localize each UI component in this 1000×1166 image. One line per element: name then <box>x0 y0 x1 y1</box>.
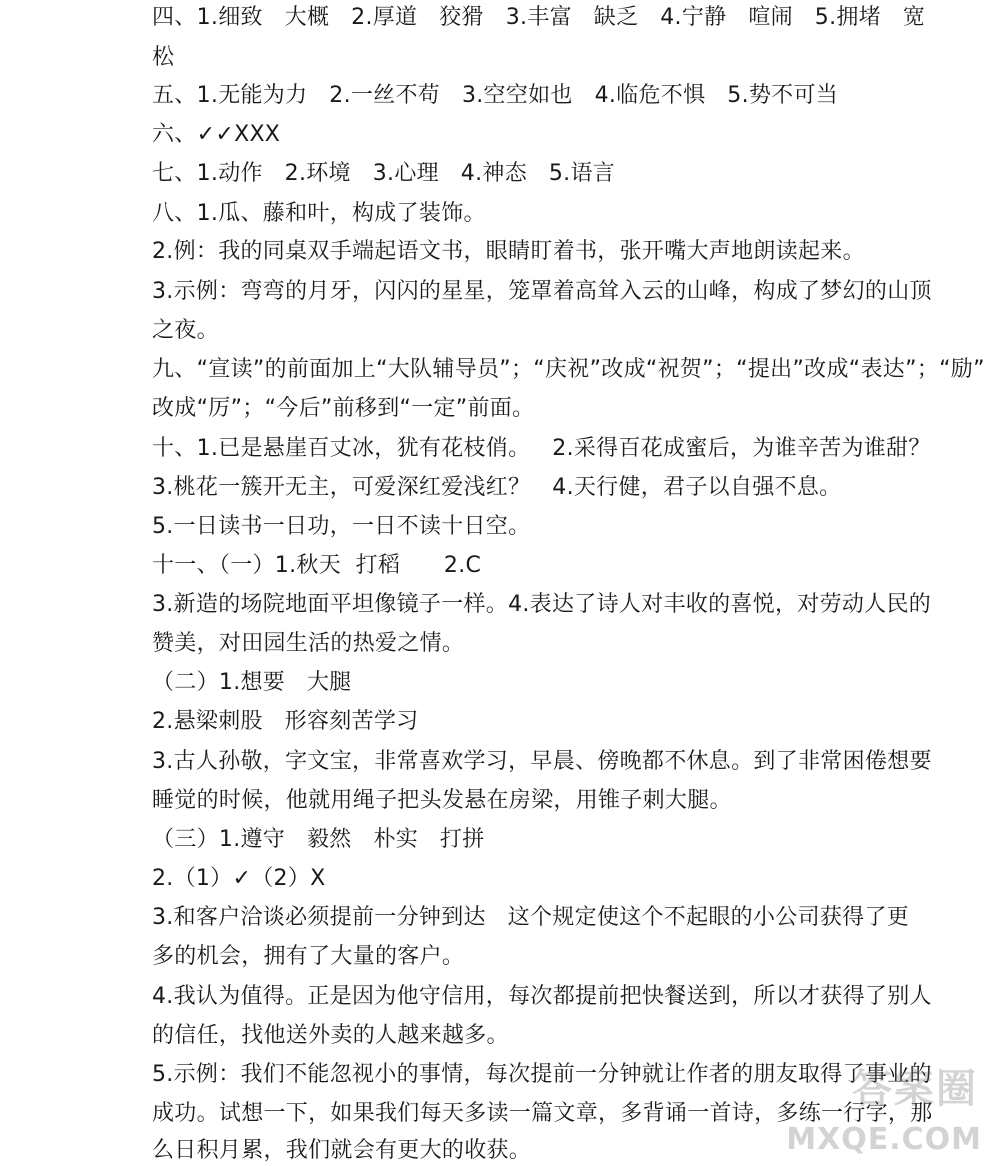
answer-line: 3.和客户洽谈必须提前一分钟到达 这个规定使这个不起眼的小公司获得了更 <box>152 905 910 930</box>
answer-line: 十、1.已是悬崖百丈冰，犹有花枝俏。 2.采得百花成蜜后，为谁辛苦为谁甜？ <box>152 436 931 461</box>
answer-line: 五、1.无能为力 2.一丝不苟 3.空空如也 4.临危不惧 5.势不可当 <box>152 83 839 108</box>
answer-line: 赞美，对田园生活的热爱之情。 <box>152 631 465 656</box>
answer-line: 么日积月累，我们就会有更大的收获。 <box>152 1138 532 1163</box>
answer-line: 3.桃花一簇开无主，可爱深红爱浅红？ 4.天行健，君子以自强不息。 <box>152 475 842 500</box>
answer-line: 六、✓✓XXX <box>152 122 281 147</box>
answer-line: （三）1.遵守 毅然 朴实 打拼 <box>152 827 485 852</box>
watermark-logo-text: 答案圈 <box>852 1066 978 1112</box>
answer-line: 九、“宣读”的前面加上“大队辅导员”；“庆祝”改成“祝贺”；“提出”改成“表达”；“励” <box>152 357 985 382</box>
answer-line: 之夜。 <box>152 318 219 343</box>
answer-line: （二）1.想要 大腿 <box>152 670 352 695</box>
answer-line: 2.悬梁刺股 形容刻苦学习 <box>152 709 419 734</box>
answer-line: 的信任，找他送外卖的人越来越多。 <box>152 1023 509 1048</box>
answer-line: 2.（1）✓（2）X <box>152 866 326 891</box>
answer-line: 5.示例：我们不能忽视小的事情，每次提前一分钟就让作者的朋友取得了事业的 <box>152 1062 932 1087</box>
watermark-url: MXQE.COM <box>786 1122 982 1157</box>
answer-line: 多的机会，拥有了大量的客户。 <box>152 944 465 969</box>
answer-line: 3.示例：弯弯的月牙，闪闪的星星，笼罩着高耸入云的山峰，构成了梦幻的山顶 <box>152 279 932 304</box>
answer-line: 2.例：我的同桌双手端起语文书，眼睛盯着书，张开嘴大声地朗读起来。 <box>152 239 865 264</box>
answer-line: 3.新造的场院地面平坦像镜子一样。4.表达了诗人对丰收的喜悦，对劳动人民的 <box>152 592 932 617</box>
answer-line: 十一、（一）1.秋天 打稻 2.C <box>152 553 482 578</box>
answer-line: 改成“厉”；“今后”前移到“一定”前面。 <box>152 396 535 421</box>
answer-line: 四、1.细致 大概 2.厚道 狡猾 3.丰富 缺乏 4.宁静 喧闹 5.拥堵 宽 <box>152 5 926 30</box>
answer-line: 睡觉的时候，他就用绳子把头发悬在房梁，用锥子刺大腿。 <box>152 788 732 813</box>
answer-line: 成功。试想一下，如果我们每天多读一篇文章，多背诵一首诗，多练一行字，那 <box>152 1101 933 1126</box>
answer-line: 5.一日读书一日功，一日不读十日空。 <box>152 514 531 539</box>
answer-line: 八、1.瓜、藤和叶，构成了装饰。 <box>152 201 486 226</box>
site-watermark <box>786 1057 986 1157</box>
answer-line: 松 <box>152 45 175 70</box>
answer-line: 4.我认为值得。正是因为他守信用，每次都提前把快餐送到，所以才获得了别人 <box>152 984 932 1009</box>
answer-line: 七、1.动作 2.环境 3.心理 4.神态 5.语言 <box>152 161 616 186</box>
answer-line: 3.古人孙敬，字文宝，非常喜欢学习，早晨、傍晚都不休息。到了非常困倦想要 <box>152 749 932 774</box>
